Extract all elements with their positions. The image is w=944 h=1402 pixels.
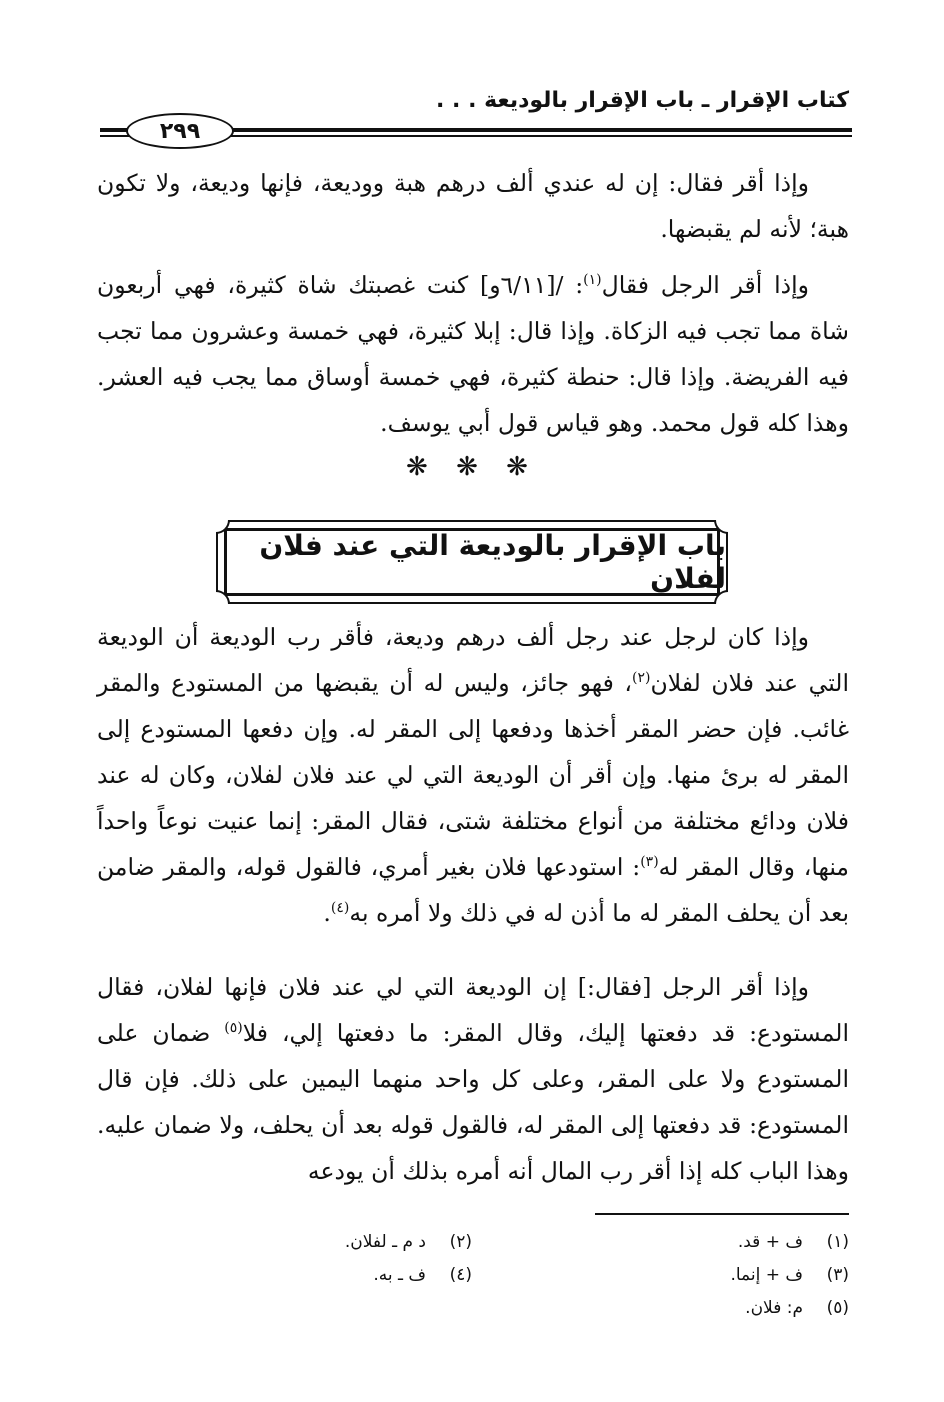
paragraph-1 (97, 160, 849, 252)
paragraph-3-text-a: وإذا كان لرجل عند رجل ألف درهم وديعة، فأقر رب الوديعة أن الوديعة التي عند فلان لفلان (97, 623, 849, 697)
paragraph-3-text-b: ، فهو جائز، وليس له أن يقبضها من المستودع والمقر غائب. فإن حضر المقر أخذها ودفعها إلى المقر له. وإن دفعها المستودع إلى المقر له برئ منها. وإن أقر أن الوديعة التي لي عند فلان لفلان، وكان له عند فلان ودائع مختلفة من أنواع مختلفة شتى، فقال المقر: إنما عنيت نوعاً واحداً منها، وقال المقر له (97, 669, 850, 881)
footnote-5 (745, 1298, 849, 1318)
footnote-3-text: ف + إنما. (730, 1265, 803, 1285)
chapter-title-box (216, 520, 728, 604)
paragraph-3-text-d: . (323, 899, 331, 927)
paragraph-1-text: وإذا أقر فقال: إن له عندي ألف درهم هبة ووديعة، فإنها وديعة، ولا تكون هبة؛ لأنه لم يقبضها. (97, 169, 849, 243)
page-number: ٢٩٩ (159, 118, 201, 144)
footnote-ref-1: (١) (583, 272, 602, 289)
paragraph-3-text-c: : استودعها فلان بغير أمري، فالقول قوله، والمقر ضامن بعد أن يحلف المقر له ما أذن له في ذلك ولا أمره به (97, 853, 849, 927)
paragraph-2 (97, 262, 849, 446)
footnote-3 (730, 1265, 849, 1285)
footnote-4-num: (٤) (449, 1265, 472, 1285)
footnote-ref-2: (٢) (632, 670, 651, 687)
footnote-4 (373, 1265, 472, 1285)
section-separator: ❋ ❋ ❋ (406, 452, 538, 482)
paragraph-2-text-b: : /[٦/١١و] كنت غصبتك شاة كثيرة، فهي أربعون شاة مما تجب فيه الزكاة. وإذا قال: إبلا كثيرة، فهي خمسة وعشرون مما تجب فيه الفريضة. وإذا قال: حنطة كثيرة، فهي خمسة أوساق مما يجب فيه العشر. وهذا كله قول محمد. وهو قياس قول أبي يوسف. (97, 271, 849, 437)
footnote-ref-5: (٥) (224, 1020, 243, 1037)
footnote-3-num: (٣) (826, 1265, 849, 1285)
chapter-title: باب الإقرار بالوديعة التي عند فلان لفلان (259, 529, 726, 595)
footnote-1 (738, 1232, 849, 1252)
footnote-rule (595, 1213, 849, 1215)
paragraph-2-text-a: وإذا أقر الرجل فقال (601, 271, 809, 299)
footnote-ref-4: (٤) (330, 900, 350, 917)
footnote-4-text: ف ـ به. (373, 1265, 426, 1285)
paragraph-4-text-a: وإذا أقر الرجل [فقال:] إن الوديعة التي لي عند فلان فإنها لفلان، فقال المستودع: قد دفعتها إليك، وقال المقر: ما دفعتها إلي، فلا (97, 973, 849, 1047)
footnote-5-text: م: فلان. (745, 1298, 803, 1318)
footnote-5-num: (٥) (826, 1298, 849, 1318)
paragraph-4 (97, 964, 849, 1194)
footnote-1-num: (١) (826, 1232, 849, 1252)
paragraph-3 (97, 614, 849, 936)
footnote-2-num: (٢) (449, 1232, 472, 1252)
page-number-oval (126, 113, 234, 149)
footnote-2-text: د م ـ لفلان. (344, 1232, 426, 1252)
running-title: كتاب الإقرار ـ باب الإقرار بالوديعة . . . (436, 88, 849, 113)
paragraph-4-text-b: ضمان على المستودع ولا على المقر، وعلى كل واحد منهما اليمين على ذلك. فإن قال المستودع: قد دفعتها إلى المقر له، فالقول قوله بعد أن يحلف، ولا ضمان عليه. وهذا الباب كله إذا أقر رب المال أنه أمره بذلك أن يودعه (97, 1019, 849, 1185)
footnote-ref-3: (٣) (640, 854, 659, 871)
footnote-1-text: ف + قد. (737, 1232, 803, 1252)
footnote-2 (345, 1232, 472, 1252)
